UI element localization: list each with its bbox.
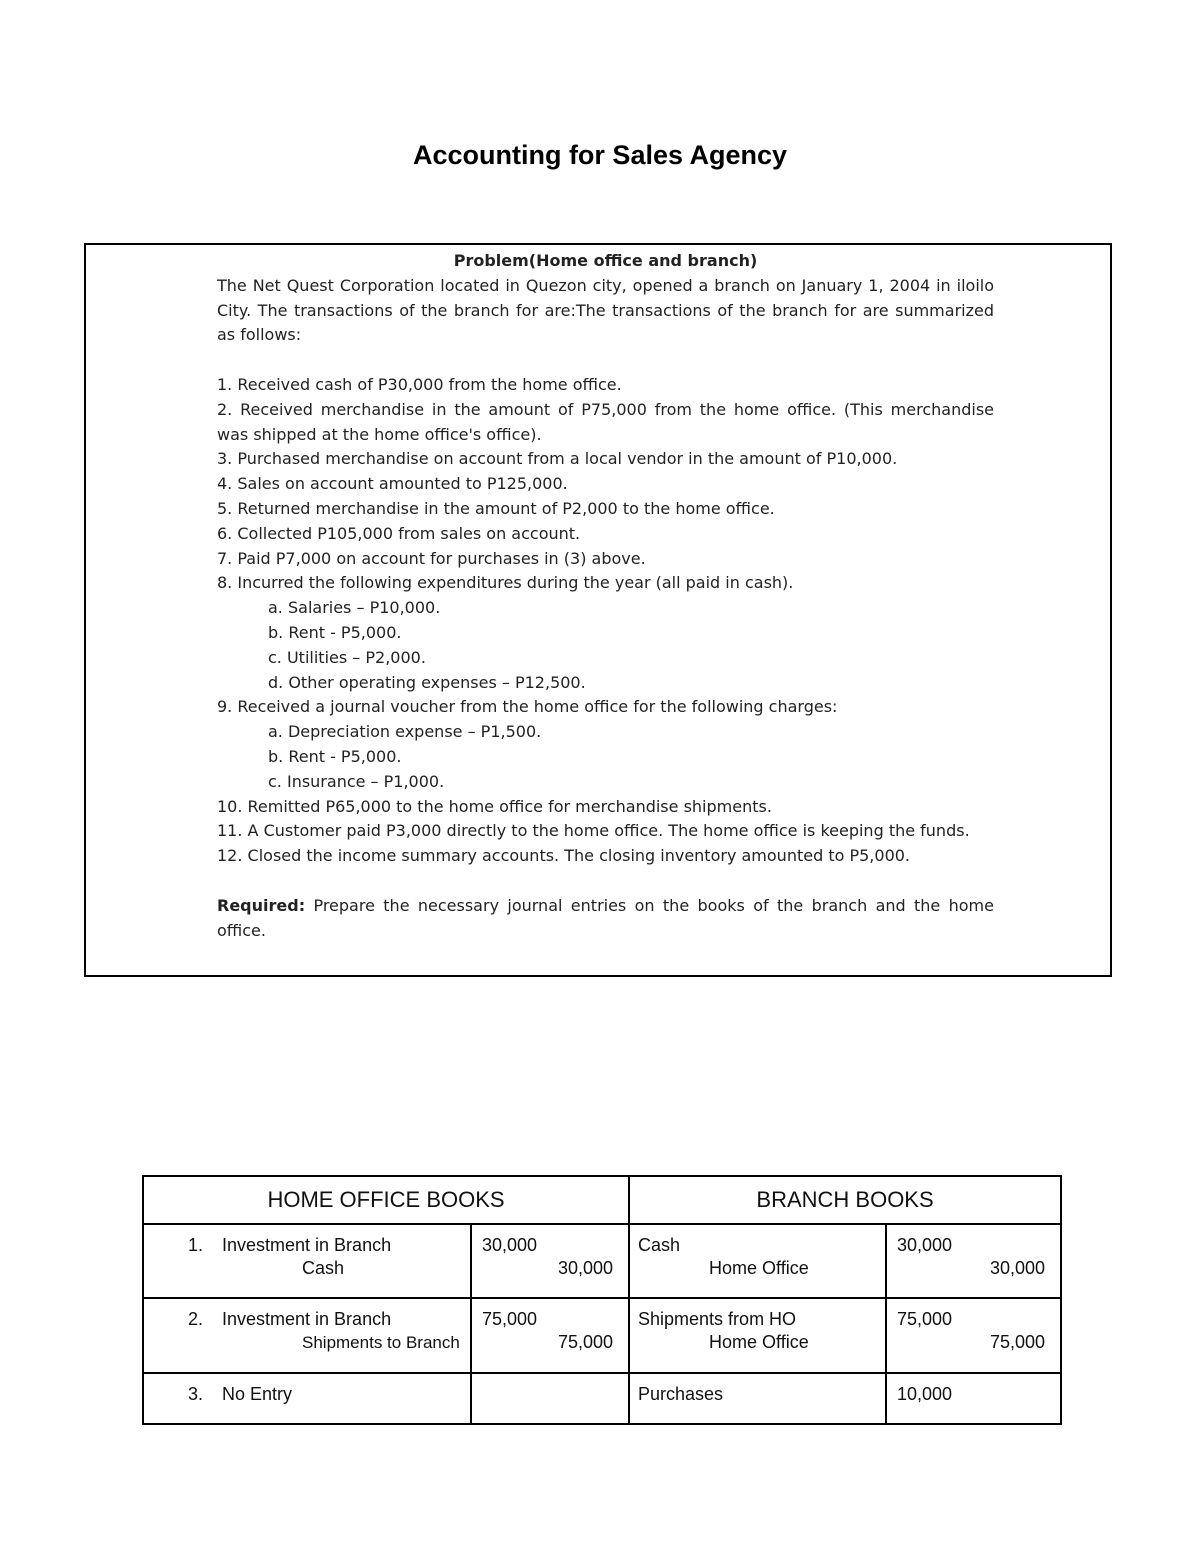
entry-number: 1. — [188, 1235, 204, 1255]
journal-entries-table — [142, 1175, 1062, 1425]
ho-amount-cell — [471, 1298, 629, 1373]
problem-item: 2. Received merchandise in the amount of P75,000 from the home office. (This merchandise was shipped at the home office's office). — [217, 399, 994, 444]
problem-item: 8. Incurred the following expenditures during the year (all paid in cash). — [217, 573, 794, 593]
br-debit-account: Shipments from HO — [638, 1309, 797, 1329]
problem-sub-item: b. Rent - P5,000. — [268, 622, 402, 642]
br-debit-amount: 75,000 — [897, 1309, 953, 1329]
ho-credit-account: Cash — [302, 1258, 345, 1278]
entry-number: 2. — [188, 1309, 204, 1329]
header-home-office-books: HOME OFFICE BOOKS — [143, 1176, 629, 1224]
problem-content — [217, 249, 994, 943]
problem-required — [217, 894, 994, 944]
br-credit-account: Home Office — [709, 1258, 809, 1278]
problem-sub-item: d. Other operating expenses – P12,500. — [268, 672, 586, 692]
ho-entry-cell — [143, 1298, 471, 1373]
br-debit-amount: 10,000 — [897, 1384, 953, 1404]
br-credit-account: Home Office — [709, 1332, 809, 1352]
problem-item: 3. Purchased merchandise on account from a local vendor in the amount of P10,000. — [217, 449, 898, 469]
problem-sub-item: a. Salaries – P10,000. — [268, 598, 441, 618]
br-credit-amount: 75,000 — [989, 1332, 1046, 1352]
br-entry-cell — [629, 1224, 886, 1298]
header-branch-books: BRANCH BOOKS — [629, 1176, 1061, 1224]
problem-item: 1. Received cash of P30,000 from the home office. — [217, 374, 622, 394]
ho-debit-account: No Entry — [222, 1384, 293, 1404]
problem-item: 5. Returned merchandise in the amount of P2,000 to the home office. — [217, 498, 775, 518]
required-text: Prepare the necessary journal entries on the books of the branch and the home office. — [217, 895, 994, 940]
problem-sub-item: c. Utilities – P2,000. — [268, 647, 426, 667]
br-amount-cell — [886, 1224, 1061, 1298]
problem-item: 7. Paid P7,000 on account for purchases in (3) above. — [217, 548, 646, 568]
ho-credit-amount: 30,000 — [557, 1258, 614, 1278]
ho-entry-cell — [143, 1224, 471, 1298]
br-debit-account: Purchases — [638, 1384, 724, 1404]
ho-amount-cell — [471, 1373, 629, 1424]
required-label: Required: — [217, 895, 306, 915]
problem-item: 4. Sales on account amounted to P125,000. — [217, 474, 568, 494]
br-amount-cell — [886, 1298, 1061, 1373]
br-credit-amount: 30,000 — [989, 1258, 1046, 1278]
ho-entry-cell — [143, 1373, 471, 1424]
br-amount-cell — [886, 1373, 1061, 1424]
table-row — [143, 1373, 1061, 1424]
problem-sub-item: c. Insurance – P1,000. — [268, 771, 445, 791]
problem-sub-item: b. Rent - P5,000. — [268, 746, 402, 766]
br-debit-amount: 30,000 — [897, 1235, 953, 1255]
problem-heading: Problem(Home office and branch) — [453, 251, 758, 270]
ho-credit-amount: 75,000 — [557, 1332, 614, 1352]
ho-debit-account: Investment in Branch — [222, 1235, 392, 1255]
ho-amount-cell — [471, 1224, 629, 1298]
problem-item: 9. Received a journal voucher from the home office for the following charges: — [217, 697, 838, 717]
problem-item: 6. Collected P105,000 from sales on account. — [217, 523, 581, 543]
table-row — [143, 1224, 1061, 1298]
br-debit-account: Cash — [638, 1235, 681, 1255]
problem-intro: The Net Quest Corporation located in Quezon city, opened a branch on January 1, 2004 in iloilo City. The transactions of the branch for are:The transactions of the branch for are summarized as follows: — [217, 275, 994, 345]
ho-credit-account: Shipments to Branch — [302, 1333, 460, 1352]
entry-number: 3. — [188, 1384, 204, 1404]
problem-item: 12. Closed the income summary accounts. The closing inventory amounted to P5,000. — [217, 846, 911, 866]
ho-debit-account: Investment in Branch — [222, 1309, 392, 1329]
br-entry-cell — [629, 1373, 886, 1424]
document-title: Accounting for Sales Agency — [412, 140, 788, 170]
problem-item: 11. A Customer paid P3,000 directly to the home office. The home office is keeping the funds. — [217, 821, 970, 841]
problem-sub-item: a. Depreciation expense – P1,500. — [268, 722, 542, 742]
problem-item: 10. Remitted P65,000 to the home office for merchandise shipments. — [217, 796, 772, 816]
problem-box — [84, 243, 1112, 977]
table-row — [143, 1298, 1061, 1373]
br-entry-cell — [629, 1298, 886, 1373]
ho-debit-amount: 30,000 — [482, 1235, 538, 1255]
table-header-row — [143, 1176, 1061, 1224]
ho-debit-amount: 75,000 — [482, 1309, 538, 1329]
